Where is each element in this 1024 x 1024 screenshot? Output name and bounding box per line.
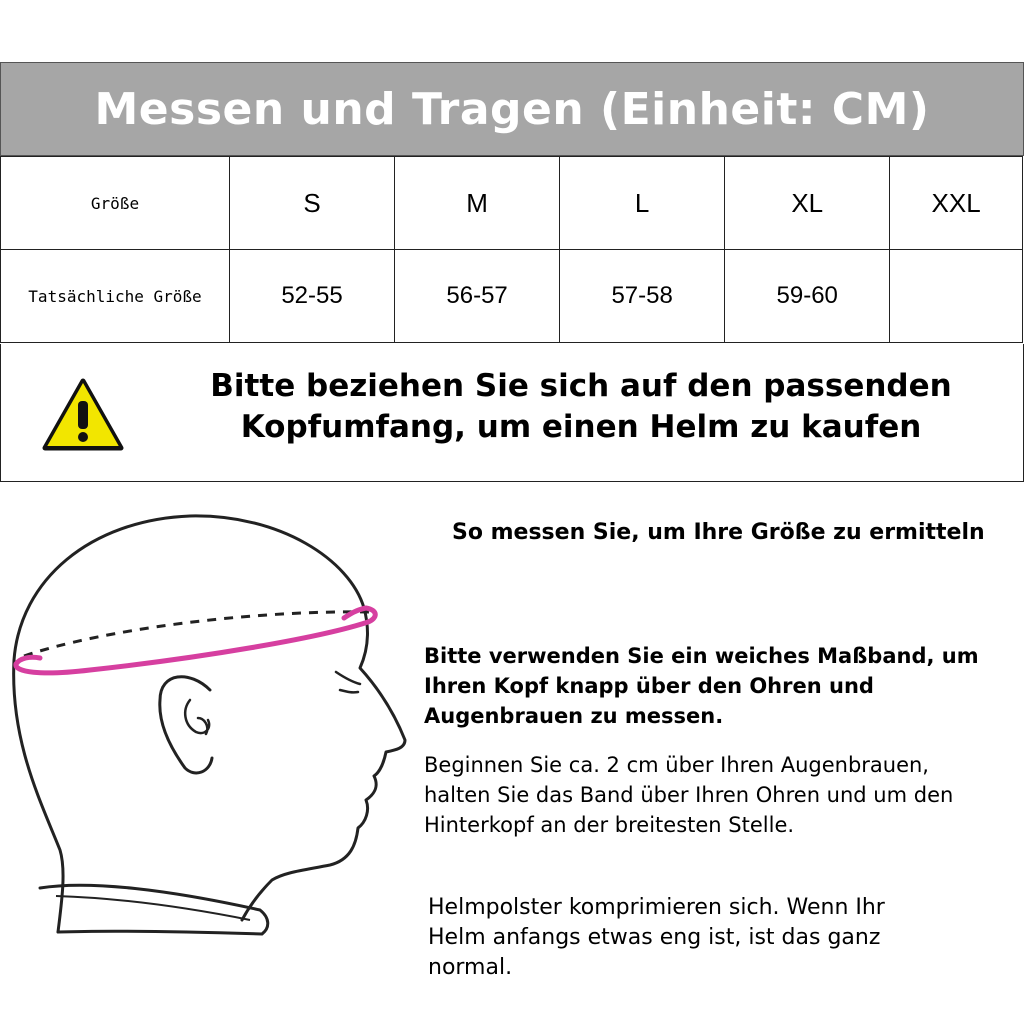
- size-cell: XL: [725, 157, 890, 250]
- table-row: [1, 157, 1023, 250]
- range-cell: 57-58: [560, 250, 725, 343]
- warning-text: [151, 366, 1011, 448]
- header-banner: [0, 62, 1024, 156]
- page-title: Messen und Tragen (Einheit: CM): [94, 83, 930, 135]
- instruction-line: Augenbrauen zu messen.: [424, 704, 724, 728]
- how-to-title: So messen Sie, um Ihre Größe zu ermitteln: [452, 520, 985, 545]
- instruction-line: Helmpolster komprimieren sich. Wenn Ihr: [428, 895, 885, 920]
- size-row-label: Größe: [1, 157, 230, 250]
- range-cell: [890, 250, 1023, 343]
- warning-line: Kopfumfang, um einen Helm zu kaufen: [240, 409, 922, 445]
- instruction-paragraph: [424, 750, 953, 840]
- range-cell: 59-60: [725, 250, 890, 343]
- size-cell: S: [230, 157, 395, 250]
- size-cell: L: [560, 157, 725, 250]
- warning-box: [0, 344, 1024, 482]
- range-cell: 52-55: [230, 250, 395, 343]
- table-row: [1, 250, 1023, 343]
- instruction-paragraph: [424, 641, 979, 731]
- instruction-line: normal.: [428, 955, 513, 980]
- head-measure-icon: [0, 500, 430, 950]
- instruction-line: Beginnen Sie ca. 2 cm über Ihren Augenbrauen,: [424, 753, 929, 777]
- instruction-line: Bitte verwenden Sie ein weiches Maßband, um: [424, 644, 979, 668]
- instruction-paragraph: [428, 893, 885, 983]
- actual-size-row-label: Tatsächliche Größe: [1, 250, 230, 343]
- warning-icon: [41, 377, 125, 453]
- instruction-line: halten Sie das Band über Ihren Ohren und um den: [424, 783, 954, 807]
- warning-line: Bitte beziehen Sie sich auf den passenden: [210, 368, 952, 404]
- instruction-line: Ihren Kopf knapp über den Ohren und: [424, 674, 874, 698]
- instruction-line: Hinterkopf an der breitesten Stelle.: [424, 813, 795, 837]
- size-cell: XXL: [890, 157, 1023, 250]
- size-table: [0, 156, 1023, 343]
- range-cell: 56-57: [395, 250, 560, 343]
- size-cell: M: [395, 157, 560, 250]
- instruction-line: Helm anfangs etwas eng ist, ist das ganz: [428, 925, 881, 950]
